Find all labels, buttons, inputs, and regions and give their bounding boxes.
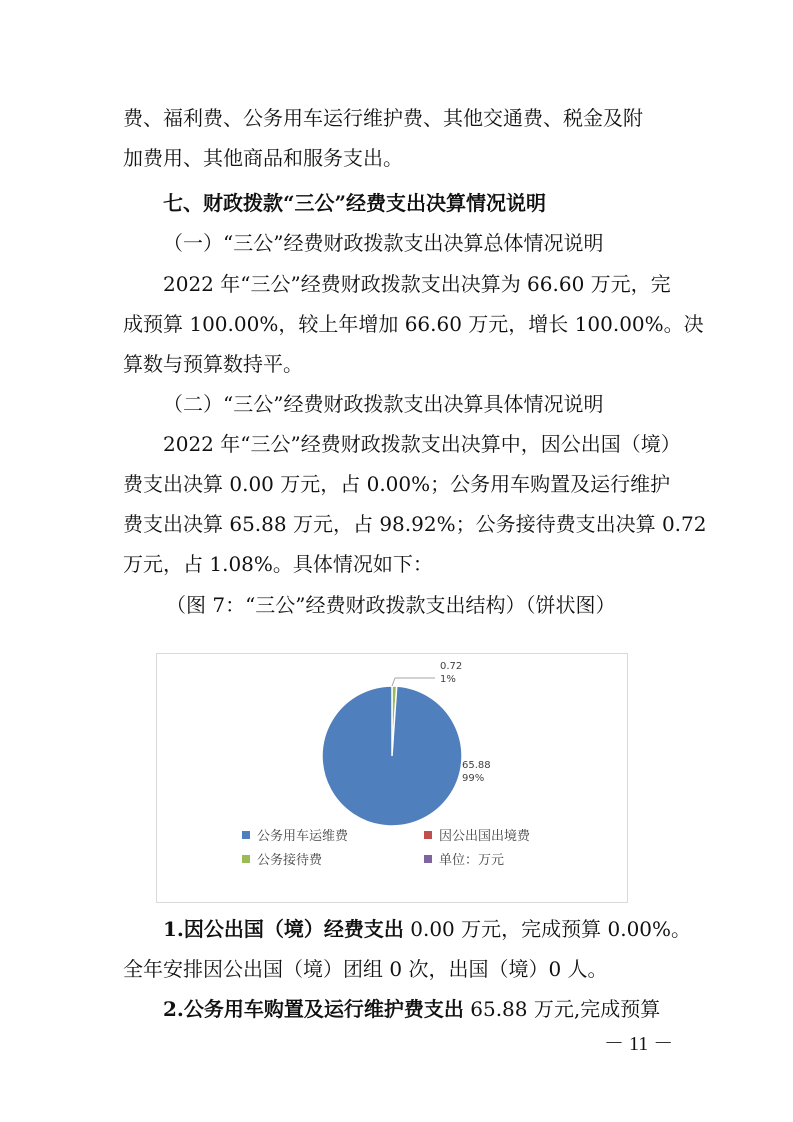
paragraph-line: 全年安排因公出国（境）团组 0 次，出国（境）0 人。 bbox=[123, 957, 608, 981]
legend-label: 单位：万元 bbox=[439, 853, 505, 868]
subsection-heading: （二）“三公”经费财政拨款支出决算具体情况说明 bbox=[163, 392, 604, 416]
legend-label: 公务用车运维费 bbox=[257, 829, 349, 844]
pie-chart-svg bbox=[157, 654, 627, 902]
item-heading: 2.公务用车购置及运行维护费支出 bbox=[163, 997, 464, 1021]
paragraph-line: 2022 年“三公”经费财政拨款支出决算中，因公出国（境） bbox=[163, 432, 681, 456]
legend-marker bbox=[242, 855, 250, 863]
paragraph-line: 万元，占 1.08%。具体情况如下： bbox=[123, 552, 433, 576]
slice-label-pct: 99% bbox=[462, 773, 485, 784]
legend-label: 因公出国出境费 bbox=[439, 829, 531, 844]
figure-caption: （图 7：“三公”经费财政拨款支出结构）（饼状图） bbox=[166, 593, 616, 617]
slice-label-value: 0.72 bbox=[440, 661, 463, 672]
item-text: 65.88 万元,完成预算 bbox=[463, 997, 661, 1021]
pie-chart bbox=[156, 653, 628, 903]
legend-marker bbox=[242, 831, 250, 839]
paragraph-line: 费支出决算 0.00 万元，占 0.00%；公务用车购置及运行维护 bbox=[123, 472, 671, 496]
paragraph-line: 2022 年“三公”经费财政拨款支出决算为 66.60 万元，完 bbox=[163, 272, 671, 296]
paragraph-line: 算数与预算数持平。 bbox=[123, 352, 303, 376]
paragraph-line: 成预算 100.00%，较上年增加 66.60 万元，增长 100.00%。决 bbox=[123, 312, 704, 336]
item-heading: 1.因公出国（境）经费支出 bbox=[163, 917, 404, 941]
legend-marker bbox=[424, 855, 432, 863]
item-text: 0.00 万元，完成预算 0.00%。 bbox=[403, 917, 692, 941]
section-heading: 七、财政拨款“三公”经费支出决算情况说明 bbox=[163, 191, 547, 215]
paragraph-line: 加费用、其他商品和服务支出。 bbox=[123, 146, 403, 170]
slice-label-value: 65.88 bbox=[462, 760, 491, 771]
paragraph-line bbox=[163, 917, 691, 941]
legend-label: 公务接待费 bbox=[257, 853, 323, 868]
paragraph-line bbox=[163, 997, 660, 1021]
page-number: － 11 － bbox=[604, 1033, 674, 1055]
paragraph-line: 费支出决算 65.88 万元，占 98.92%；公务接待费支出决算 0.72 bbox=[123, 512, 707, 536]
slice-label-pct: 1% bbox=[440, 674, 456, 685]
leader-line bbox=[392, 678, 435, 686]
subsection-heading: （一）“三公”经费财政拨款支出决算总体情况说明 bbox=[163, 231, 604, 255]
pie-slice bbox=[322, 686, 462, 826]
paragraph-line: 费、福利费、公务用车运行维护费、其他交通费、税金及附 bbox=[123, 106, 643, 130]
legend-marker bbox=[424, 831, 432, 839]
